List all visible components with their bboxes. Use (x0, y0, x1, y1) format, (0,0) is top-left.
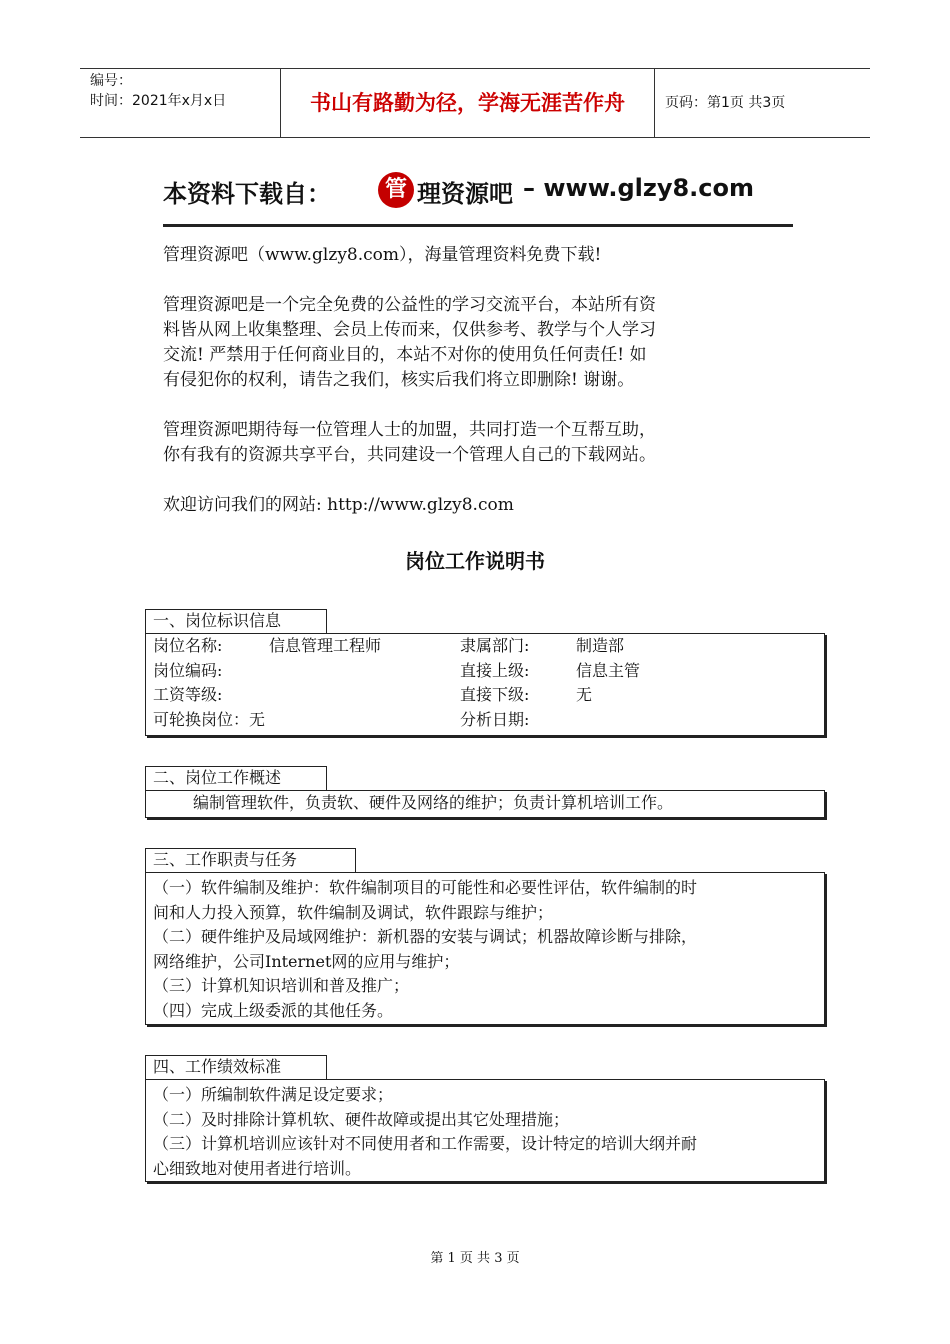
banner-url: – www.glzy8.com (523, 174, 755, 202)
document-title: 岗位工作说明书 (405, 549, 545, 573)
duty-line: （三）计算机知识培训和普及推广； (153, 976, 410, 995)
section1-heading: 一、岗位标识信息 (145, 609, 327, 633)
section2-heading: 二、岗位工作概述 (145, 766, 327, 790)
field-label: 直接下级: (460, 685, 530, 704)
duty-line: （四）完成上级委派的其他任务。 (153, 1000, 394, 1020)
time-label: 时间：2021年x月x日 (90, 93, 227, 109)
intro-paragraph-1: 管理资源吧（www.glzy8.com），海量管理资料免费下载! (163, 245, 602, 265)
download-banner (163, 168, 793, 228)
intro-paragraph-2 (163, 293, 803, 393)
number-label: 编号： (90, 73, 132, 89)
intro-website-link[interactable]: 欢迎访问我们的网站: http://www.glzy8.com (163, 495, 514, 515)
field-label: 可轮换岗位：无 (153, 709, 266, 729)
table-row (153, 659, 817, 684)
standard-line: （一）所编制软件满足设定要求； (153, 1085, 394, 1104)
intro-line: 有侵犯你的权利，请告之我们，核实后我们将立即删除! 谢谢。 (163, 370, 635, 390)
page-footer: 第 1 页 共 3 页 (430, 1251, 520, 1266)
section4-box (145, 1079, 825, 1182)
field-label: 工资等级: (153, 685, 223, 704)
banner-divider (163, 224, 793, 227)
intro-line: 料皆从网上收集整理、会员上传而来，仅供参考、教学与个人学习 (163, 320, 656, 340)
document-header (80, 68, 870, 138)
header-page-info: 页码：第1页 共3页 (665, 95, 786, 111)
intro-line: 交流! 严禁用于任何商业目的，本站不对你的使用负任何责任! 如 (163, 345, 647, 365)
field-value: 信息管理工程师 (269, 636, 382, 655)
section2-box (145, 790, 825, 818)
standard-line: 心细致地对使用者进行培训。 (153, 1158, 362, 1178)
field-value: 无 (576, 685, 593, 704)
section3-box (145, 872, 825, 1025)
duty-line: 网络维护，公司Internet网的应用与维护； (153, 951, 460, 971)
duty-line: （一）软件编制及维护：软件编制项目的可能性和必要性评估，软件编制的时 (153, 878, 698, 897)
field-value: 信息主管 (576, 660, 641, 680)
intro-line: 管理资源吧是一个完全免费的公益性的学习交流平台，本站所有资 (163, 295, 656, 315)
section3-heading: 三、工作职责与任务 (145, 848, 356, 872)
field-value: 制造部 (576, 636, 625, 655)
banner-site-name: 理资源吧 (417, 180, 513, 208)
field-label: 直接上级: (460, 660, 530, 680)
intro-paragraph-3 (163, 418, 803, 468)
table-row (153, 683, 817, 708)
intro-line: 你有我有的资源共享平台，共同建设一个管理人自己的下载网站。 (163, 445, 656, 465)
header-motto: 书山有路勤为径，学海无涯苦作舟 (281, 69, 655, 137)
standard-line: （二）及时排除计算机软、硬件故障或提出其它处理措施； (153, 1109, 570, 1129)
table-row (153, 634, 817, 659)
section4-heading: 四、工作绩效标准 (145, 1055, 327, 1079)
header-meta (80, 69, 281, 137)
overview-text: 编制管理软件，负责软、硬件及网络的维护；负责计算机培训工作。 (193, 793, 674, 812)
field-label: 岗位编码: (153, 660, 223, 680)
banner-prefix: 本资料下载自： (163, 180, 331, 208)
table-row (153, 708, 817, 733)
standard-line: （三）计算机培训应该针对不同使用者和工作需要，设计特定的培训大纲并耐 (153, 1134, 698, 1153)
duty-line: （二）硬件维护及局域网维护：新机器的安装与调试；机器故障诊断与排除， (153, 927, 698, 946)
field-label: 隶属部门: (460, 636, 530, 655)
site-logo-icon: 管 (378, 172, 414, 208)
field-label: 分析日期: (460, 709, 530, 729)
duty-line: 间和人力投入预算，软件编制及调试，软件跟踪与维护； (153, 902, 554, 922)
intro-line: 管理资源吧期待每一位管理人士的加盟，共同打造一个互帮互助， (163, 420, 656, 440)
field-label: 岗位名称: (153, 636, 223, 655)
section1-table (145, 633, 825, 736)
